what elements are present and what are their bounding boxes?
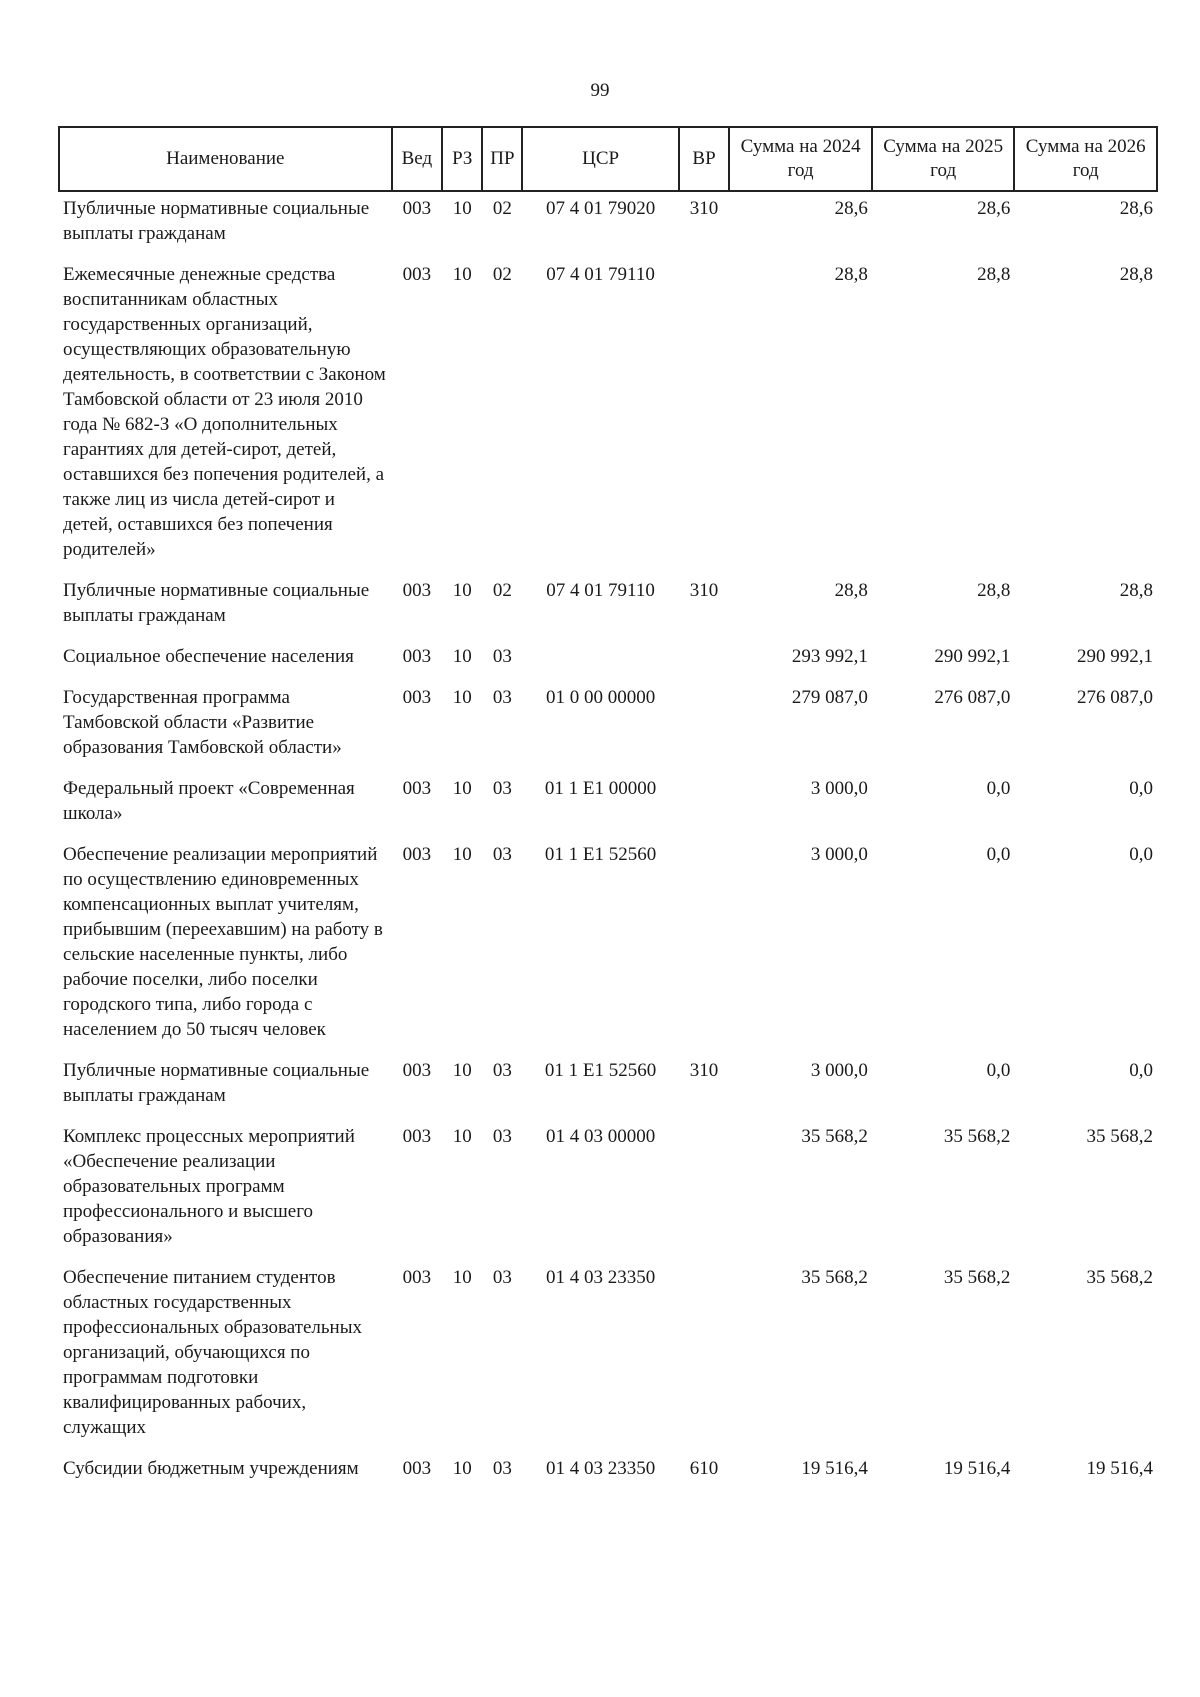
row-vr — [679, 772, 730, 838]
row-pr: 03 — [492, 1126, 512, 1147]
row-sum-2026: 276 087,0 — [1077, 687, 1153, 708]
row-sum-2024: 3 000,0 — [810, 1060, 868, 1081]
row-ved: 003 — [402, 1458, 432, 1479]
row-sum-2026: 35 568,2 — [1086, 1267, 1153, 1288]
row-ved: 003 — [402, 646, 432, 667]
row-sum-2025: 0,0 — [986, 844, 1011, 865]
table-row — [59, 574, 1157, 640]
row-rz: 10 — [452, 1458, 472, 1479]
row-csr: 01 4 03 23350 — [545, 1267, 656, 1288]
row-ved: 003 — [402, 1060, 432, 1081]
row-pr: 03 — [492, 1458, 512, 1479]
row-ved: 003 — [402, 778, 432, 799]
row-sum-2025: 35 568,2 — [943, 1126, 1011, 1147]
row-name: Федеральный проект «Современная школа» — [63, 778, 355, 824]
row-name: Государственная программа Тамбовской области «Развитие образования Тамбовской области» — [63, 687, 342, 758]
row-name: Обеспечение питанием студентов областных государственных профессиональных образовательных организаций, обучающихся по программам подготовки квалифицированных рабочих, служащих — [63, 1267, 362, 1438]
table-body — [59, 191, 1157, 1493]
row-ved: 003 — [402, 198, 432, 219]
row-sum-2025: 28,8 — [977, 580, 1011, 601]
row-pr: 03 — [492, 778, 512, 799]
table-row — [59, 258, 1157, 574]
row-name: Социальное обеспечение населения — [63, 646, 354, 667]
table-row — [59, 772, 1157, 838]
row-ved: 003 — [402, 844, 432, 865]
row-csr: 01 1 E1 52560 — [544, 1060, 657, 1081]
row-vr — [679, 640, 730, 681]
row-ved: 003 — [402, 687, 432, 708]
row-rz: 10 — [452, 1060, 472, 1081]
row-sum-2025: 28,6 — [977, 198, 1011, 219]
row-sum-2025: 290 992,1 — [934, 646, 1011, 667]
table-row — [59, 681, 1157, 772]
row-sum-2024: 293 992,1 — [791, 646, 868, 667]
row-name: Обеспечение реализации мероприятий по осуществлению единовременных компенсационных выплат учителям, прибывшим (переехавшим) на работу в сельские населенные пункты, либо рабочие поселки, либо поселки городского типа, либо города с населением до 50 тысяч человек — [63, 844, 383, 1040]
row-sum-2026: 28,6 — [1119, 198, 1153, 219]
row-csr: 07 4 01 79110 — [546, 580, 655, 601]
header-vr: ВР — [679, 127, 730, 191]
row-sum-2026: 28,8 — [1119, 580, 1153, 601]
row-name: Комплекс процессных мероприятий «Обеспечение реализации образовательных программ профессионального и высшего образования» — [63, 1126, 355, 1247]
header-sum-2025: Сумма на 2025 год — [872, 127, 1015, 191]
header-sum-2024: Сумма на 2024 год — [729, 127, 872, 191]
row-pr: 03 — [492, 1267, 512, 1288]
header-pr: ПР — [482, 127, 522, 191]
row-name: Публичные нормативные социальные выплаты гражданам — [63, 1060, 370, 1106]
row-vr — [679, 681, 730, 772]
header-sum-2026: Сумма на 2026 год — [1014, 127, 1157, 191]
row-pr: 03 — [492, 1060, 512, 1081]
row-rz: 10 — [452, 687, 472, 708]
row-sum-2024: 3 000,0 — [810, 844, 868, 865]
row-pr: 02 — [492, 580, 512, 601]
row-pr: 03 — [492, 646, 512, 667]
row-rz: 10 — [452, 198, 472, 219]
row-ved: 003 — [402, 1267, 432, 1288]
row-rz: 10 — [452, 1267, 472, 1288]
row-pr: 02 — [492, 264, 512, 285]
table-row — [59, 1120, 1157, 1261]
row-rz: 10 — [452, 1126, 472, 1147]
row-sum-2024: 19 516,4 — [801, 1458, 868, 1479]
row-sum-2025: 19 516,4 — [943, 1458, 1011, 1479]
row-sum-2026: 0,0 — [1129, 778, 1153, 799]
row-sum-2024: 28,6 — [834, 198, 868, 219]
row-ved: 003 — [402, 580, 432, 601]
row-csr: 01 1 E1 52560 — [544, 844, 657, 865]
row-vr — [679, 1261, 730, 1452]
row-ved: 003 — [402, 264, 432, 285]
table-row — [59, 1452, 1157, 1493]
row-sum-2025: 276 087,0 — [934, 687, 1011, 708]
row-rz: 10 — [452, 264, 472, 285]
row-sum-2025: 0,0 — [986, 1060, 1011, 1081]
row-sum-2024: 3 000,0 — [810, 778, 868, 799]
header-rz: РЗ — [442, 127, 482, 191]
row-sum-2026: 35 568,2 — [1086, 1126, 1153, 1147]
table-row — [59, 838, 1157, 1054]
header-name: Наименование — [59, 127, 392, 191]
row-name: Публичные нормативные социальные выплаты гражданам — [63, 198, 370, 244]
row-sum-2024: 28,8 — [834, 580, 868, 601]
row-sum-2026: 19 516,4 — [1086, 1458, 1153, 1479]
budget-table — [58, 126, 1158, 1493]
row-csr: 07 4 01 79110 — [546, 264, 655, 285]
row-sum-2026: 290 992,1 — [1077, 646, 1153, 667]
row-csr: 01 0 00 00000 — [545, 687, 656, 708]
row-sum-2025: 0,0 — [986, 778, 1011, 799]
table-row — [59, 640, 1157, 681]
page-number: 99 — [590, 80, 610, 101]
row-pr: 03 — [492, 687, 512, 708]
row-vr: 310 — [689, 1060, 719, 1081]
row-sum-2026: 28,8 — [1119, 264, 1153, 285]
row-rz: 10 — [452, 778, 472, 799]
table-header — [59, 127, 1157, 191]
row-vr: 310 — [689, 198, 719, 219]
row-sum-2024: 35 568,2 — [801, 1126, 868, 1147]
row-pr: 03 — [492, 844, 512, 865]
row-csr: 07 4 01 79020 — [545, 198, 656, 219]
row-vr: 610 — [689, 1458, 719, 1479]
row-name: Ежемесячные денежные средства воспитанникам областных государственных организаций, осуществляющих образовательную деятельность, в соответствии с Законом Тамбовской области от 23 июля 2010 года № 682-З «О дополнительных гарантиях для детей-сирот, детей, оставшихся без попечения родителей, а также лиц из числа детей-сирот и детей, оставшихся без попечения родителей» — [63, 264, 386, 560]
row-csr — [522, 640, 678, 681]
row-ved: 003 — [402, 1126, 432, 1147]
row-vr — [679, 838, 730, 1054]
row-sum-2024: 28,8 — [834, 264, 868, 285]
row-pr: 02 — [492, 198, 512, 219]
row-name: Субсидии бюджетным учреждениям — [63, 1458, 359, 1479]
row-csr: 01 4 03 00000 — [545, 1126, 656, 1147]
header-csr: ЦСР — [522, 127, 678, 191]
row-csr: 01 1 E1 00000 — [544, 778, 657, 799]
row-sum-2025: 28,8 — [977, 264, 1011, 285]
row-rz: 10 — [452, 646, 472, 667]
row-sum-2025: 35 568,2 — [943, 1267, 1011, 1288]
row-sum-2026: 0,0 — [1129, 844, 1153, 865]
header-ved: Вед — [392, 127, 443, 191]
row-rz: 10 — [452, 844, 472, 865]
row-rz: 10 — [452, 580, 472, 601]
table-row — [59, 1054, 1157, 1120]
row-csr: 01 4 03 23350 — [545, 1458, 656, 1479]
table-row — [59, 1261, 1157, 1452]
row-sum-2024: 35 568,2 — [801, 1267, 868, 1288]
table-row — [59, 191, 1157, 258]
row-name: Публичные нормативные социальные выплаты гражданам — [63, 580, 370, 626]
row-vr: 310 — [689, 580, 719, 601]
row-sum-2024: 279 087,0 — [791, 687, 868, 708]
row-sum-2026: 0,0 — [1129, 1060, 1153, 1081]
row-vr — [679, 258, 730, 574]
row-vr — [679, 1120, 730, 1261]
